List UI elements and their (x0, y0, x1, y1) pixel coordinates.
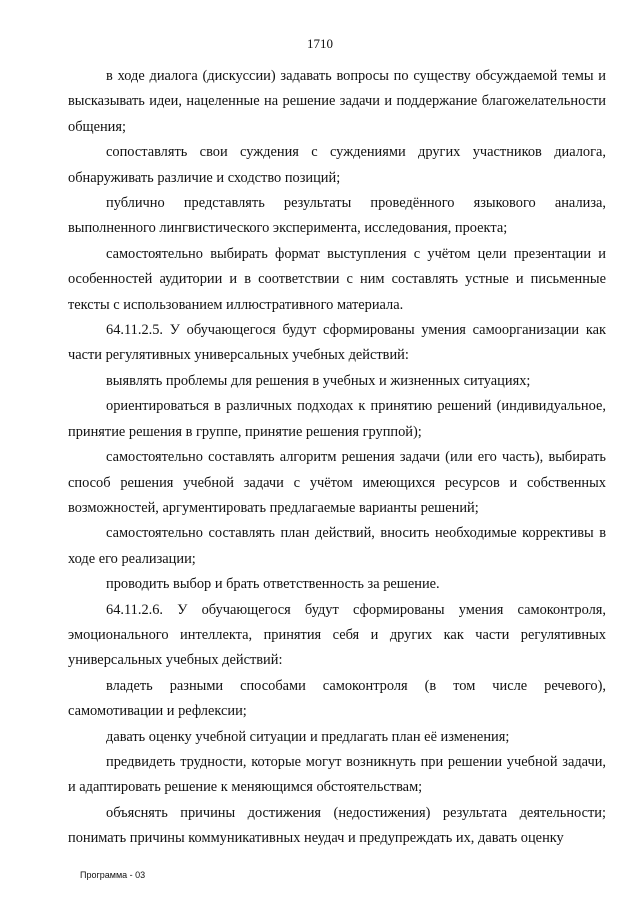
paragraph: объяснять причины достижения (недостижения) результата деятельности; понимать причины коммуникативных неудач и предупреждать их, давать оценку (68, 804, 606, 847)
page-number: 1710 (307, 36, 333, 51)
document-body (68, 64, 606, 852)
section-heading-paragraph: 64.11.2.6. У обучающегося будут сформированы умения самоконтроля, эмоционального интеллекта, принятия себя и других как части регулятивных универсальных учебных действий: (68, 601, 606, 669)
paragraph: давать оценку учебной ситуации и предлагать план её изменения; (106, 728, 510, 745)
paragraph: сопоставлять свои суждения с суждениями других участников диалога, обнаруживать различие и сходство позиций; (68, 144, 606, 186)
section-heading-paragraph: 64.11.2.5. У обучающегося будут сформированы умения самоорганизации как части регулятивных универсальных учебных действий: (68, 322, 606, 364)
paragraph: выявлять проблемы для решения в учебных и жизненных ситуациях; (106, 372, 531, 389)
footer-label: Программа - 03 (80, 870, 146, 880)
paragraph: в ходе диалога (дискуссии) задавать вопросы по существу обсуждаемой темы и высказывать идеи, нацеленные на решение задачи и поддержание благожелательности общения; (68, 68, 606, 135)
paragraph: публично представлять результаты проведённого языкового анализа, выполненного лингвистического эксперимента, исследования, проекта; (68, 195, 606, 237)
paragraph: владеть разными способами самоконтроля (в том числе речевого), самомотивации и рефлексии; (68, 677, 606, 720)
paragraph: самостоятельно выбирать формат выступления с учётом цели презентации и особенностей аудитории и в соответствии с ним составлять устные и письменные тексты с использованием иллюстративного материала. (68, 245, 606, 313)
paragraph: предвидеть трудности, которые могут возникнуть при решении учебной задачи, и адаптировать решение к меняющимся обстоятельствам; (68, 753, 606, 796)
paragraph: самостоятельно составлять план действий, вносить необходимые коррективы в ходе его реализации; (68, 525, 606, 567)
paragraph: ориентироваться в различных подходах к принятию решений (индивидуальное, принятие решения в группе, принятие решения группой); (68, 398, 606, 440)
paragraph: самостоятельно составлять алгоритм решения задачи (или его часть), выбирать способ решения учебной задачи с учётом имеющихся ресурсов и собственных возможностей, аргументировать предлагаемые варианты решений; (68, 449, 606, 516)
paragraph: проводить выбор и брать ответственность за решение. (106, 576, 440, 593)
